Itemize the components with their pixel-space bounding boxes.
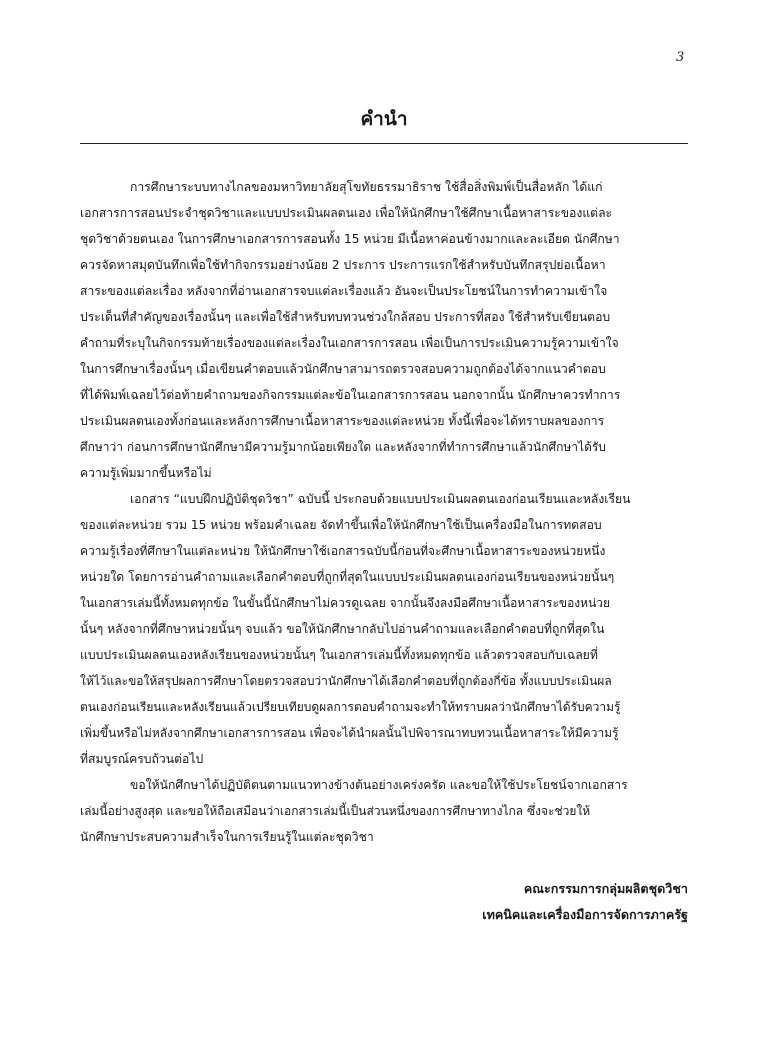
text-line: ของแต่ละหน่วย รวม 15 หน่วย พร้อมคำเฉลย จัดทำขึ้นเพื่อให้นักศึกษาใช้เป็นเครื่องมือในการทดสอบ <box>80 518 602 532</box>
paragraph-1 <box>80 174 688 486</box>
text-line: ประเด็นที่สำคัญของเรื่องนั้นๆ และเพื่อใช้สำหรับทบทวนช่วงใกล้สอบ ประการที่สอง ใช้สำหรับเขียนตอบ <box>80 310 611 324</box>
page-number: 3 <box>676 50 685 65</box>
text-line: สาระของแต่ละเรื่อง หลังจากที่อ่านเอกสารจบแต่ละเรื่องแล้ว อันจะเป็นประโยชน์ในการทำความเข้าใจ <box>80 284 608 298</box>
text-line: นักศึกษาประสบความสำเร็จในการเรียนรู้ในแต่ละชุดวิชา <box>80 830 374 844</box>
title-underline <box>80 143 688 144</box>
text-line: ขอให้นักศึกษาได้ปฏิบัติตนตามแนวทางข้างต้นอย่างเคร่งครัด และขอให้ใช้ประโยชน์จากเอกสาร <box>130 778 628 792</box>
text-line: หน่วยใด โดยการอ่านคำถามและเลือกคำตอบที่ถูกที่สุดในแบบประเมินผลตนเองก่อนเรียนของหน่วยนั้นๆ <box>80 570 615 584</box>
signature-committee: คณะกรรมการกลุ่มผลิตชุดวิชา <box>523 881 688 896</box>
text-line: เพิ่มขึ้นหรือไม่หลังจากศึกษาเอกสารการสอน เพื่อจะได้นำผลนั้นไปพิจารณาทบทวนเนื้อหาสาระให้มีความรู้ <box>80 726 619 740</box>
text-line: ที่ได้พิมพ์เฉลยไว้ต่อท้ายคำถามของกิจกรรมแต่ละข้อในเอกสารการสอน นอกจากนั้น นักศึกษาควรทำการ <box>80 388 621 402</box>
paragraph-2 <box>80 486 688 772</box>
paragraph-3 <box>80 772 688 850</box>
text-line: นั้นๆ หลังจากที่ศึกษาหน่วยนั้นๆ จบแล้ว ขอให้นักศึกษากลับไปอ่านคำถามและเลือกคำตอบที่ถูกที่สุดใน <box>80 622 605 636</box>
text-line: ประเมินผลตนเองทั้งก่อนและหลังการศึกษาเนื้อหาสาระของแต่ละหน่วย ทั้งนี้เพื่อจะได้ทราบผลของการ <box>80 414 605 428</box>
text-line: แบบประเมินผลตนเองหลังเรียนของหน่วยนั้นๆ ในเอกสารเล่มนี้ทั้งหมดทุกข้อ แล้วตรวจสอบกับเฉลยที่ <box>80 648 598 662</box>
text-line: เอกสาร “แบบฝึกปฏิบัติชุดวิชา” ฉบับนี้ ประกอบด้วยแบบประเมินผลตนเองก่อนเรียนและหลังเรียน <box>130 492 631 506</box>
text-line: ความรู้เรื่องที่ศึกษาในแต่ละหน่วย ให้นักศึกษาใช้เอกสารฉบับนี้ก่อนที่จะศึกษาเนื้อหาสาระของหน่วยหนึ่ง <box>80 544 606 558</box>
text-line: ตนเองก่อนเรียนและหลังเรียนแล้วเปรียบเทียบดูผลการตอบคำถามจะทำให้ทราบผลว่านักศึกษาได้รับความรู้ <box>80 700 621 714</box>
signature-course: เทคนิคและเครื่องมือการจัดการภาครัฐ <box>482 907 688 922</box>
text-line: ศึกษาว่า ก่อนการศึกษานักศึกษามีความรู้มากน้อยเพียงใด และหลังจากที่ทำการศึกษาแล้วนักศึกษาได้รับ <box>80 440 606 454</box>
text-line: ในเอกสารเล่มนี้ทั้งหมดทุกข้อ ในขั้นนี้นักศึกษาไม่ควรดูเฉลย จากนั้นจึงลงมือศึกษาเนื้อหาสาระของหน่วย <box>80 596 611 610</box>
body-text <box>80 174 688 850</box>
text-line: ควรจัดหาสมุดบันทึกเพื่อใช้ทำกิจกรรมอย่างน้อย 2 ประการ ประการแรกใช้สำหรับบันทึกสรุปย่อเนื้อหา <box>80 258 606 272</box>
text-line: ชุดวิชาด้วยตนเอง ในการศึกษาเอกสารการสอนทั้ง 15 หน่วย มีเนื้อหาค่อนข้างมากและละเอียด นักศึกษา <box>80 232 620 246</box>
text-line: ที่สมบูรณ์ครบถ้วนต่อไป <box>80 752 204 766</box>
signature-block <box>482 876 688 928</box>
text-line: การศึกษาระบบทางไกลของมหาวิทยาลัยสุโขทัยธรรมาธิราช ใช้สื่อสิ่งพิมพ์เป็นสื่อหลัก ได้แก่ <box>130 180 603 194</box>
text-line: ให้ไว้และขอให้สรุปผลการศึกษาโดยตรวจสอบว่านักศึกษาได้เลือกคำตอบที่ถูกต้องกี่ข้อ ทั้งแบบประเมินผล <box>80 674 612 688</box>
text-line: เล่มนี้อย่างสูงสุด และขอให้ถือเสมือนว่าเอกสารเล่มนี้เป็นส่วนหนึ่งของการศึกษาทางไกล ซึ่งจะช่วยให้ <box>80 804 591 818</box>
text-line: ในการศึกษาเรื่องนั้นๆ เมื่อเขียนคำตอบแล้วนักศึกษาสามารถตรวจสอบความถูกต้องได้จากแนวคำตอบ <box>80 362 606 376</box>
text-line: เอกสารการสอนประจำชุดวิชาและแบบประเมินผลตนเอง เพื่อให้นักศึกษาใช้ศึกษาเนื้อหาสาระของแต่ละ <box>80 206 613 220</box>
page-title: คำนำ <box>360 108 408 130</box>
text-line: คำถามที่ระบุในกิจกรรมท้ายเรื่องของแต่ละเรื่องในเอกสารการสอน เพื่อเป็นการประเมินความรู้ความเข้าใจ <box>80 336 619 350</box>
text-line: ความรู้เพิ่มมากขึ้นหรือไม่ <box>80 466 212 480</box>
